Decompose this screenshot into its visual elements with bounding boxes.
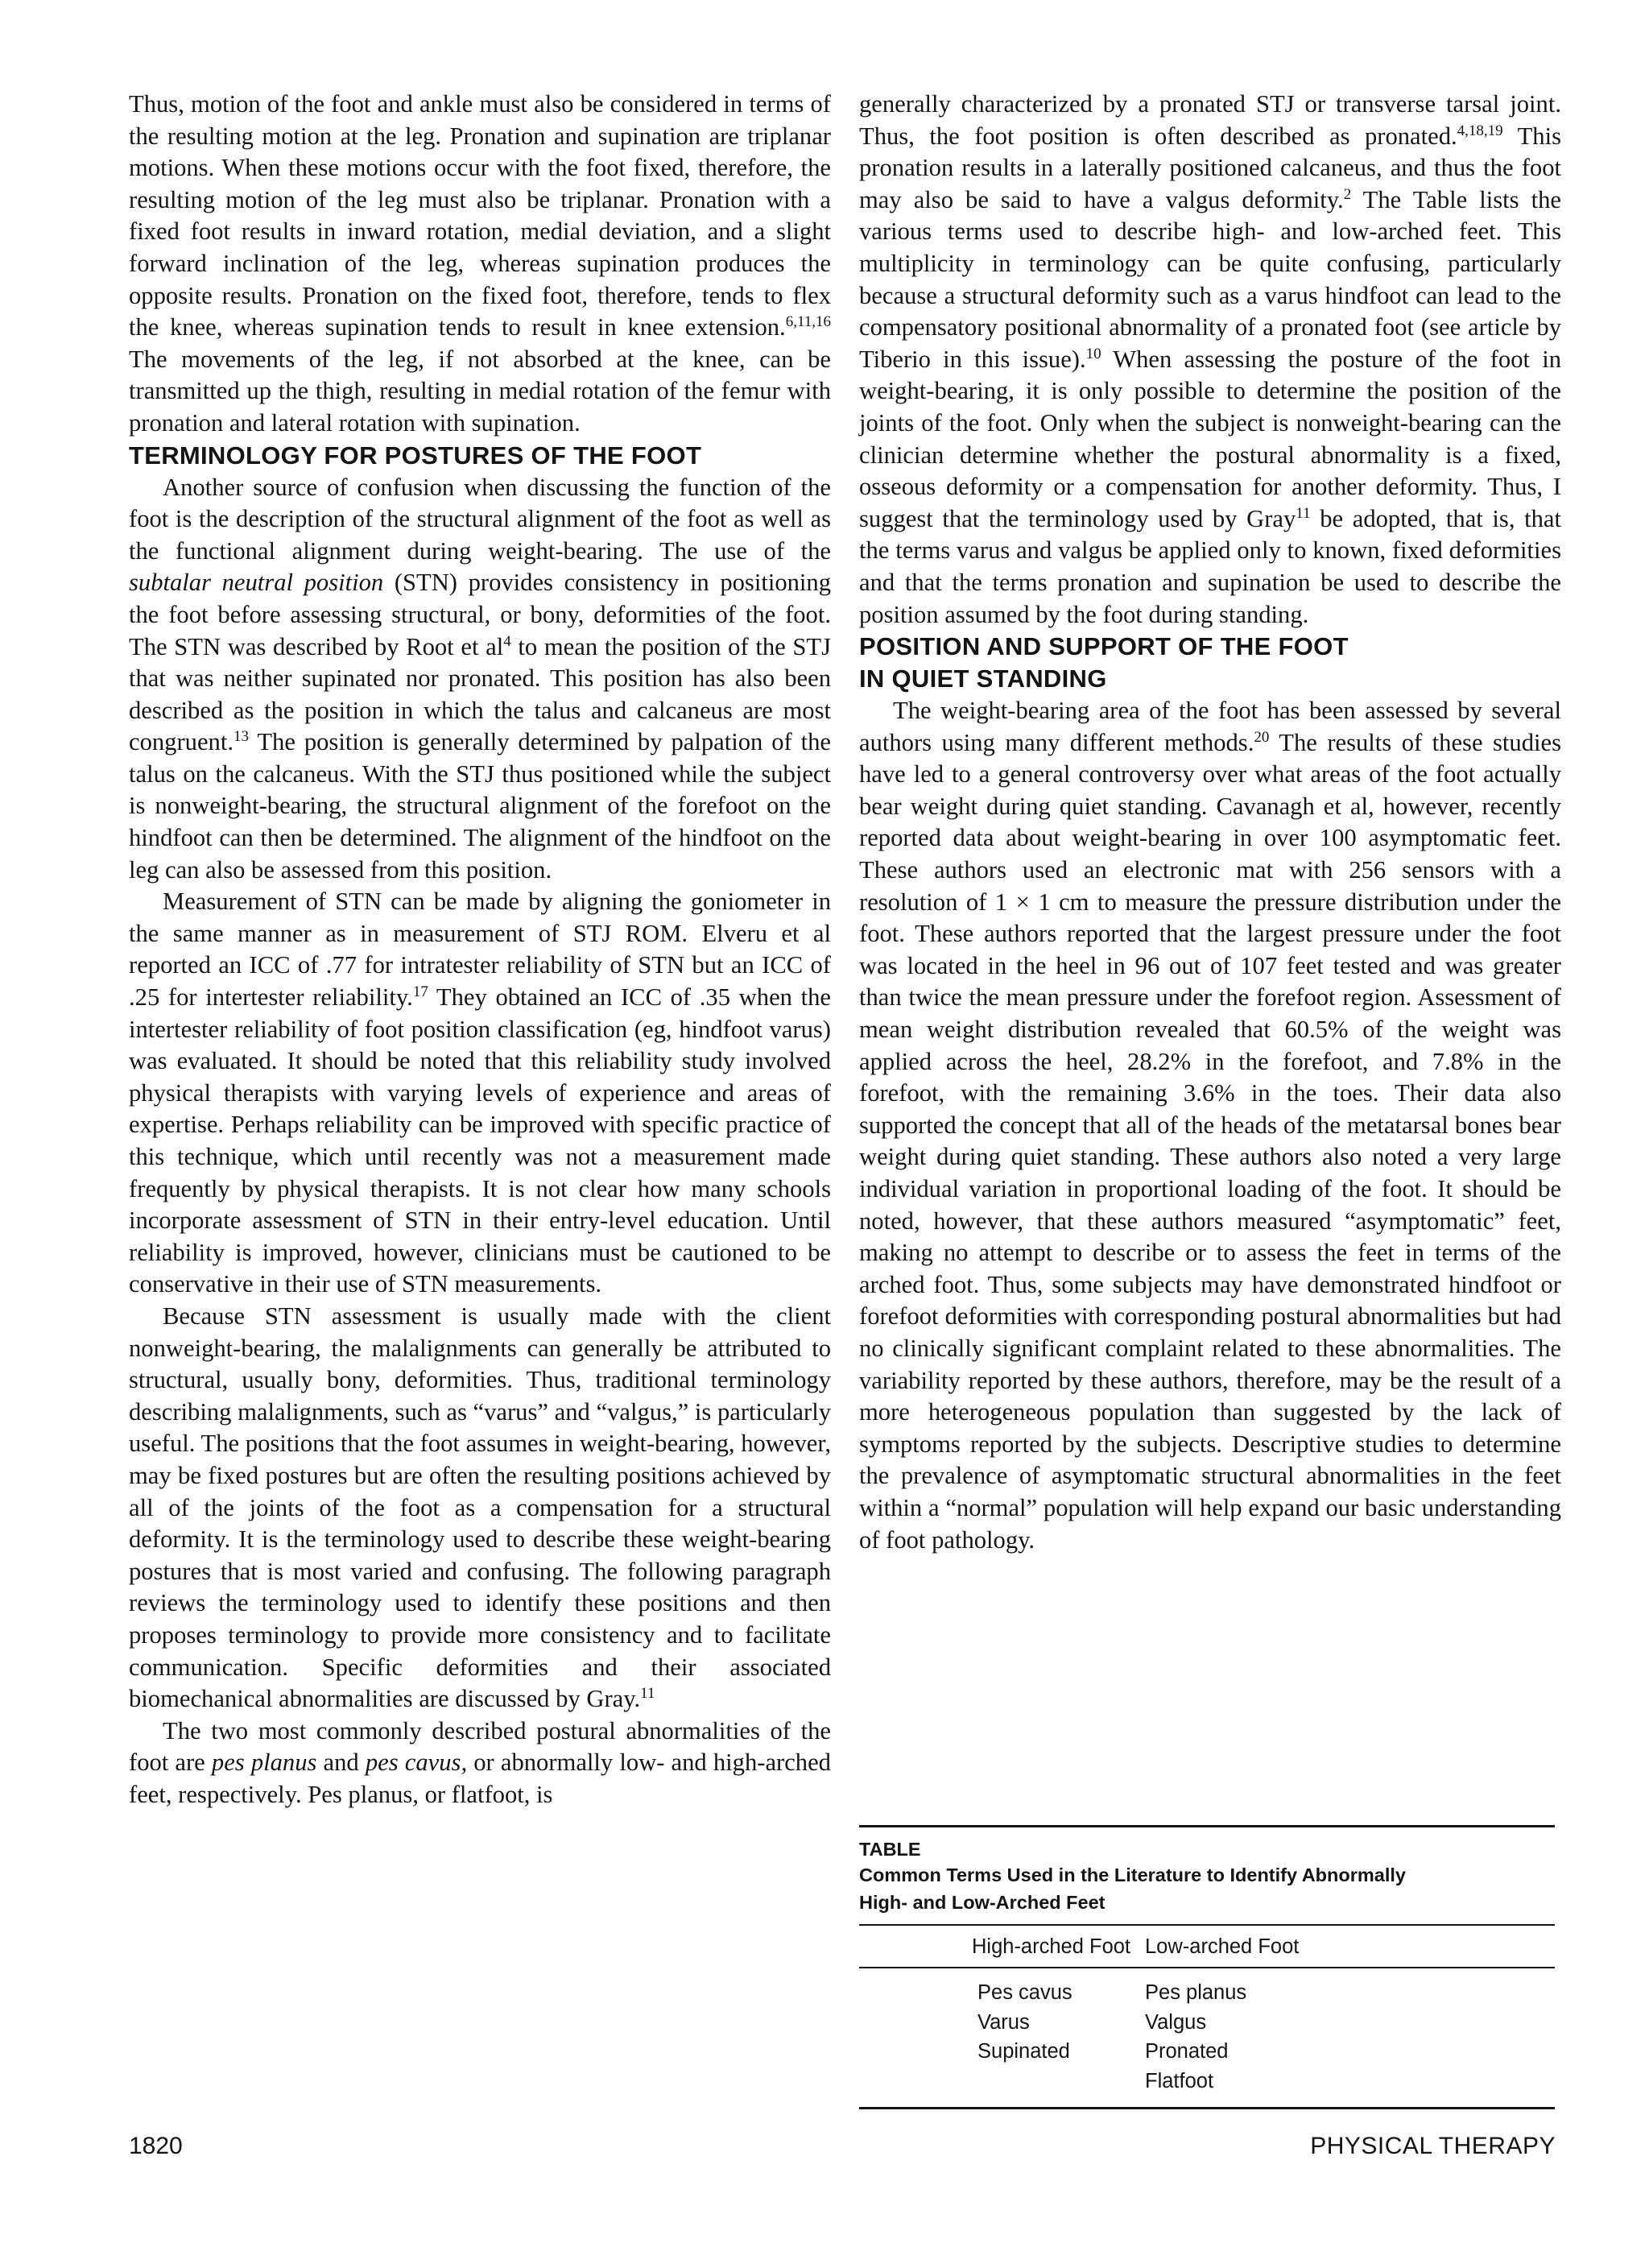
- table-caption-line: Common Terms Used in the Literature to Identify Abnormally: [859, 1864, 1406, 1885]
- table-body: [859, 1968, 1555, 2107]
- citation: 6,11,16: [785, 312, 831, 330]
- table-column-low-arched: [1145, 1978, 1555, 2096]
- table-column-high-arched: [859, 1978, 1145, 2096]
- citation: 17: [412, 983, 428, 1000]
- body-paragraph: The two most commonly described postural abnormalities of the foot are pes planus and pes cavus, or abnormally low- and high-arched feet, respectively. Pes planus, or flatfoot, is: [129, 1716, 831, 1808]
- citation: 13: [233, 728, 249, 746]
- table-cell: Pes planus: [1145, 1981, 1247, 2004]
- italic-term: pes planus: [211, 1749, 317, 1777]
- citation: 20: [1254, 728, 1270, 746]
- table-bottom-rule: [859, 2107, 1555, 2109]
- table-caption: [859, 1861, 1555, 1916]
- terms-table: [859, 1825, 1555, 2109]
- left-column: [129, 89, 831, 1811]
- citation: 2: [1343, 185, 1352, 203]
- table-header-high-arched: High-arched Foot: [972, 1935, 1131, 1958]
- page-number: 1820: [129, 2133, 183, 2159]
- table-caption-line: High- and Low-Arched Feet: [859, 1892, 1106, 1913]
- body-paragraph: Because STN assessment is usually made with the client nonweight-bearing, the malalignments can generally be attributed to structural, usually bony, deformities. Thus, traditional terminology describing malalignments, such as “varus” and “valgus,” is particularly useful. The positions that the foot assumes in weight-bearing, however, may be fixed postures but are often the resulting positions achieved by all of the joints of the foot as a compensation for a structural deformity. It is the terminology used to describe these weight-bearing postures that is most varied and confusing. The following paragraph reviews the terminology used to identify these positions and then proposes terminology to provide more consistency and to facilitate communication. Specific deformities and their associated biomechanical abnormalities are discussed by Gray.$^{11}$: [129, 1302, 831, 1713]
- italic-term: pes cavus,: [365, 1749, 468, 1777]
- table-header-row: [859, 1926, 1555, 1967]
- table-cell: Pes cavus: [977, 1981, 1072, 2004]
- section-heading: TERMINOLOGY FOR POSTURES OF THE FOOT: [129, 441, 702, 470]
- body-paragraph: generally characterized by a pronated STJ or transverse tarsal joint. Thus, the foot position is often described as pronated.$^{4,18,19}$ This pronation results in a laterally positioned calcaneus, and thus the foot may also be said to have a valgus deformity.$^2$ The Table lists the various terms used to describe high- and low-arched feet. This multiplicity in terminology can be quite confusing, particularly because a structural deformity such as a varus hindfoot can lead to the compensatory positional abnormality of a pronated foot (see article by Tiberio in this issue).$^{10}$ When assessing the posture of the foot in weight-bearing, it is only possible to determine the position of the joints of the foot. Only when the subject is nonweight-bearing can the clinician determine whether the postural abnormality is a fixed, osseous deformity or a compensation for another deformity. Thus, I suggest that the terminology used by Gray$^{11}$ be adopted, that is, that the terms varus and valgus be applied only to known, fixed deformities and that the terms pronation and supination be used to describe the position assumed by the foot during standing.: [859, 90, 1561, 628]
- table-cell: Pronated: [1145, 2040, 1229, 2063]
- body-paragraph: Thus, motion of the foot and ankle must also be considered in terms of the resulting motion at the leg. Pronation and supination are triplanar motions. When these motions occur with the foot fixed, therefore, the resulting motion of the leg must also be triplanar. Pronation with a fixed foot results in inward rotation, medial deviation, and a slight forward inclination of the leg, whereas supination produces the opposite results. Pronation on the fixed foot, therefore, tends to flex the knee, whereas supination tends to result in knee extension.$^{6,11,16}$ The movements of the leg, if not absorbed at the knee, can be transmitted up the thigh, resulting in medial rotation of the femur with pronation and lateral rotation with supination.: [129, 90, 831, 437]
- citation: 4: [503, 632, 511, 650]
- body-paragraph: Measurement of STN can be made by aligning the goniometer in the same manner as in measurement of STJ ROM. Elveru et al reported an ICC of .77 for intratester reliability of STN but an ICC of .25 for intertester reliability.$^{17}$ They obtained an ICC of .35 when the intertester reliability of foot position classification (eg, hindfoot varus) was evaluated. It should be noted that this reliability study involved physical therapists with varying levels of experience and areas of expertise. Perhaps reliability can be improved with specific practice of this technique, which until recently was not a measurement made frequently by physical therapists. It is not clear how many schools incorporate assessment of STN in their entry-level education. Until reliability is improved, however, clinicians must be cautioned to be conservative in their use of STN measurements.: [129, 888, 831, 1298]
- journal-name: PHYSICAL THERAPY: [1310, 2133, 1556, 2159]
- citation: 4,18,19: [1457, 122, 1503, 139]
- table-cell: Supinated: [977, 2040, 1070, 2063]
- table-cell: Valgus: [1145, 2010, 1207, 2034]
- italic-term: subtalar neutral position: [129, 569, 384, 597]
- table-cell: Varus: [977, 2010, 1030, 2034]
- right-column: [859, 89, 1561, 1556]
- citation: 11: [640, 1684, 655, 1702]
- section-heading-line: POSITION AND SUPPORT OF THE FOOT: [859, 632, 1349, 661]
- section-heading: [859, 631, 1561, 695]
- table-label: TABLE: [859, 1839, 921, 1860]
- table-header-low-arched: Low-arched Foot: [1145, 1935, 1300, 1958]
- body-paragraph: Another source of confusion when discussing the function of the foot is the description of the structural alignment of the foot as well as the functional alignment during weight-bearing. The use of the subtalar neutral position (STN) provides consistency in positioning the foot before assessing structural, or bony, deformities of the foot. The STN was described by Root et $al^4$ to mean the position of the STJ that was neither supinated nor pronated. This position has also been described as the position in which the talus and calcaneus are most congruent.$^{13}$ The position is generally determined by palpation of the talus on the calcaneus. With the STJ thus positioned while the subject is nonweight-bearing, the structural alignment of the forefoot on the hindfoot can then be determined. The alignment of the hindfoot on the leg can also be assessed from this position.: [129, 473, 832, 884]
- citation: 10: [1085, 345, 1101, 362]
- citation: 11: [1296, 504, 1311, 522]
- table-cell: Flatfoot: [1145, 2069, 1214, 2092]
- table-top-rule: [859, 1825, 1555, 1827]
- body-paragraph: The weight-bearing area of the foot has been assessed by several authors using many different methods.$^{20}$ The results of these studies have led to a general controversy over what areas of the foot actually bear weight during quiet standing. Cavanagh et al, however, recently reported data about weight-bearing in over 100 asymptomatic feet. These authors used an electronic mat with 256 sensors with a resolution of 1 × 1 cm to measure the pressure distribution under the foot. These authors reported that the largest pressure under the foot was located in the heel in 96 out of 107 feet tested and was greater than twice the mean pressure under the forefoot region. Assessment of mean weight distribution revealed that 60.5% of the weight was applied across the heel, 28.2% in the forefoot, and 7.8% in the forefoot, with the remaining 3.6% in the toes. Their data also supported the concept that all of the heads of the metatarsal bones bear weight during quiet standing. These authors also noted a very large individual variation in proportional loading of the foot. It should be noted, however, that these authors measured “asymptomatic” feet, making no attempt to describe or to assess the feet in terms of the arched foot. Thus, some subjects may have demonstrated hindfoot or forefoot deformities with corresponding postural abnormalities but had no clinically significant complaint related to these abnormalities. The variability reported by these authors, therefore, may be the result of a more heterogeneous population than suggested by the lack of symptoms reported by the subjects. Descriptive studies to determine the prevalence of asymptomatic structural abnormalities in the feet within a “normal” population will help expand our basic understanding of foot pathology.: [859, 697, 1561, 1554]
- section-heading-line: IN QUIET STANDING: [859, 664, 1107, 693]
